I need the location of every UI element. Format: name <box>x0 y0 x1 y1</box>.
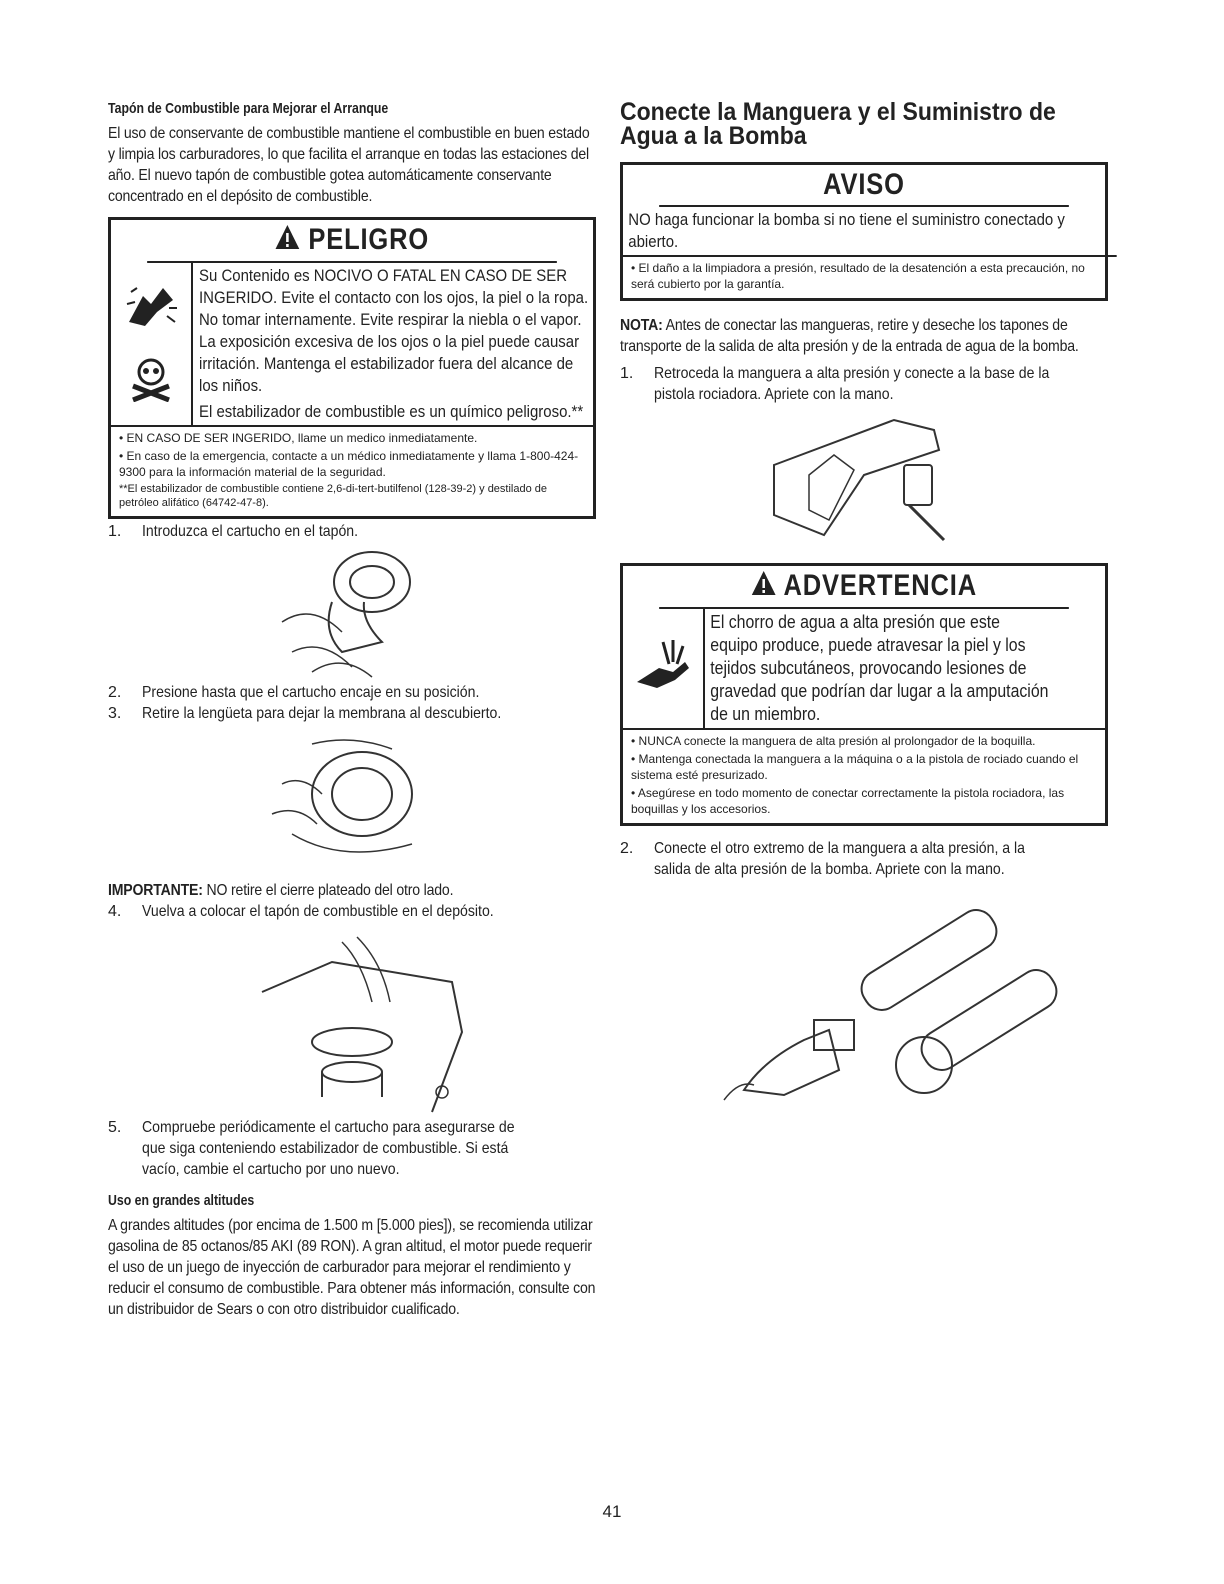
danger-bullet: • EN CASO DE SER INGERIDO, llame un medico inmediatamente. <box>119 431 478 446</box>
fuel-cap-intro: El uso de conservante de combustible mantiene el combustible en buen estado y limpia los carburadores, lo que facilita el arranque en todas las estaciones del año. El nuevo tapón de combustible gotea automáticamente conservante concentrado en el depósito de combustible. <box>108 125 590 205</box>
notice-header: AVISO <box>659 165 1069 207</box>
warning-header <box>659 566 1069 609</box>
left-step-1: 1. Introduzca el cartucho en el tapón. <box>108 523 359 541</box>
danger-title: PELIGRO <box>308 223 430 256</box>
spray-gun-illustration <box>754 405 974 545</box>
left-column <box>108 100 596 1320</box>
right-step-1: 1. Retroceda la manguera a alta presión y conecte a la base de la pistola rociadora. Apriete con la mano. <box>620 365 1050 403</box>
left-step-3: 3. Retire la lengüeta para dejar la membrana al descubierto. <box>108 705 502 723</box>
fuel-cap-heading: Tapón de Combustible para Mejorar el Arranque <box>108 100 389 117</box>
warning-bullet: • NUNCA conecte la manguera de alta presión al prolongador de la boquilla. <box>631 734 1036 749</box>
notice-message: NO haga funcionar la bomba si no tiene el suministro conectado y abierto. <box>623 207 1117 257</box>
hazard-splash-icon <box>123 282 179 335</box>
danger-bullets <box>111 427 593 516</box>
danger-content <box>111 263 593 427</box>
important-note: IMPORTANTE: NO retire el cierre plateado del otro lado. <box>108 882 454 900</box>
page-number: 41 <box>602 1502 622 1521</box>
skull-crossbones-icon <box>127 356 175 407</box>
warning-box <box>620 563 1108 826</box>
hand-injection-icon <box>633 638 693 699</box>
warning-message: El chorro de agua a alta presión que este equipo produce, puede atravesar la piel y los tejidos subcutáneos, provocando lesiones de gravedad que podrían dar lugar a la amputación de un miembro. <box>710 612 1049 725</box>
cartridge-insert-illustration <box>252 542 452 682</box>
left-step-2: 2. Presione hasta que el cartucho encaje en su posición. <box>108 684 480 702</box>
danger-footnote: **El estabilizador de combustible contiene 2,6-di-tert-butilfenol (128-39-2) y destilado de petróleo alifático (64742-47-8). <box>119 483 548 510</box>
danger-message <box>193 263 593 425</box>
cap-replace-illustration <box>232 922 472 1117</box>
notice-bullet: • El daño a la limpiadora a presión, resultado de la desatención a esta precaución, no será cubierto por la garantía. <box>631 261 1085 291</box>
warning-bullets <box>623 730 1105 823</box>
nota-text: NOTA: Antes de conectar las mangueras, retire y deseche los tapones de transporte de la salida de alta presión y de la entrada de agua de la bomba. <box>620 317 1079 355</box>
altitude-text: A grandes altitudes (por encima de 1.500 m [5.000 pies]), se recomienda utilizar gasolina de 85 octanos/85 AKI (89 RON). A gran altitud, el motor puede requerir el uso de un juego de inyección de carburador para mejorar el rendimiento y reducir el consumo de combustible. Para obtener más información, consulte con un distribuidor de Sears o con otro distribuidor cualificado. <box>108 1217 596 1319</box>
warning-title: ADVERTENCIA <box>783 569 978 602</box>
danger-message-1: Su Contenido es NOCIVO O FATAL EN CASO DE SER INGERIDO. Evite el contacto con los ojos, la piel o la ropa. No tomar internamente. Evite respirar la niebla o el vapor. La exposición excesiva de los ojos o la piel puede causar irritación. Mantenga el estabilizador fuera del alcance de los niños. <box>199 266 589 396</box>
danger-message-2: El estabilizador de combustible es un químico peligroso.** <box>199 402 584 422</box>
danger-icons <box>111 263 193 425</box>
right-column <box>620 100 1108 1110</box>
altitude-heading: Uso en grandes altitudes <box>108 1192 255 1210</box>
warning-triangle-icon <box>275 221 301 261</box>
danger-bullet: • En caso de la emergencia, contacte a un médico inmediatamente y llama 1-800-424-9300 para la información material de la seguridad. <box>119 449 579 480</box>
warning-triangle-icon <box>751 567 777 607</box>
warning-bullet: • Mantenga conectada la manguera a la máquina o a la pistola de rociado cuando el sistema esté presurizado. <box>631 752 1079 783</box>
right-step-2: 2. Conecte el otro extremo de la manguera a alta presión, a la salida de alta presión de la bomba. Apriete con la mano. <box>620 840 1025 879</box>
hose-connection-illustration <box>664 880 1064 1110</box>
warning-bullet: • Asegúrese en todo momento de conectar correctamente la pistola rociadora, las boquillas y los accesorios. <box>631 786 1065 817</box>
left-step-4: 4. Vuelva a colocar el tapón de combustible en el depósito. <box>108 903 494 921</box>
left-step-5: 5. Compruebe periódicamente el cartucho para asegurarse de que siga conteniendo estabilizador de combustible. Si está vacío, cambie el cartucho por uno nuevo. <box>108 1119 515 1179</box>
membrane-tab-illustration <box>252 724 452 874</box>
notice-bullets <box>623 257 1105 298</box>
danger-header <box>147 220 557 263</box>
danger-box <box>108 217 596 519</box>
section-title: Conecte la Manguera y el Suministro de Agua a la Bomba <box>620 98 1056 150</box>
notice-box <box>620 162 1108 301</box>
warning-icons <box>623 609 705 728</box>
warning-content <box>623 609 1105 730</box>
